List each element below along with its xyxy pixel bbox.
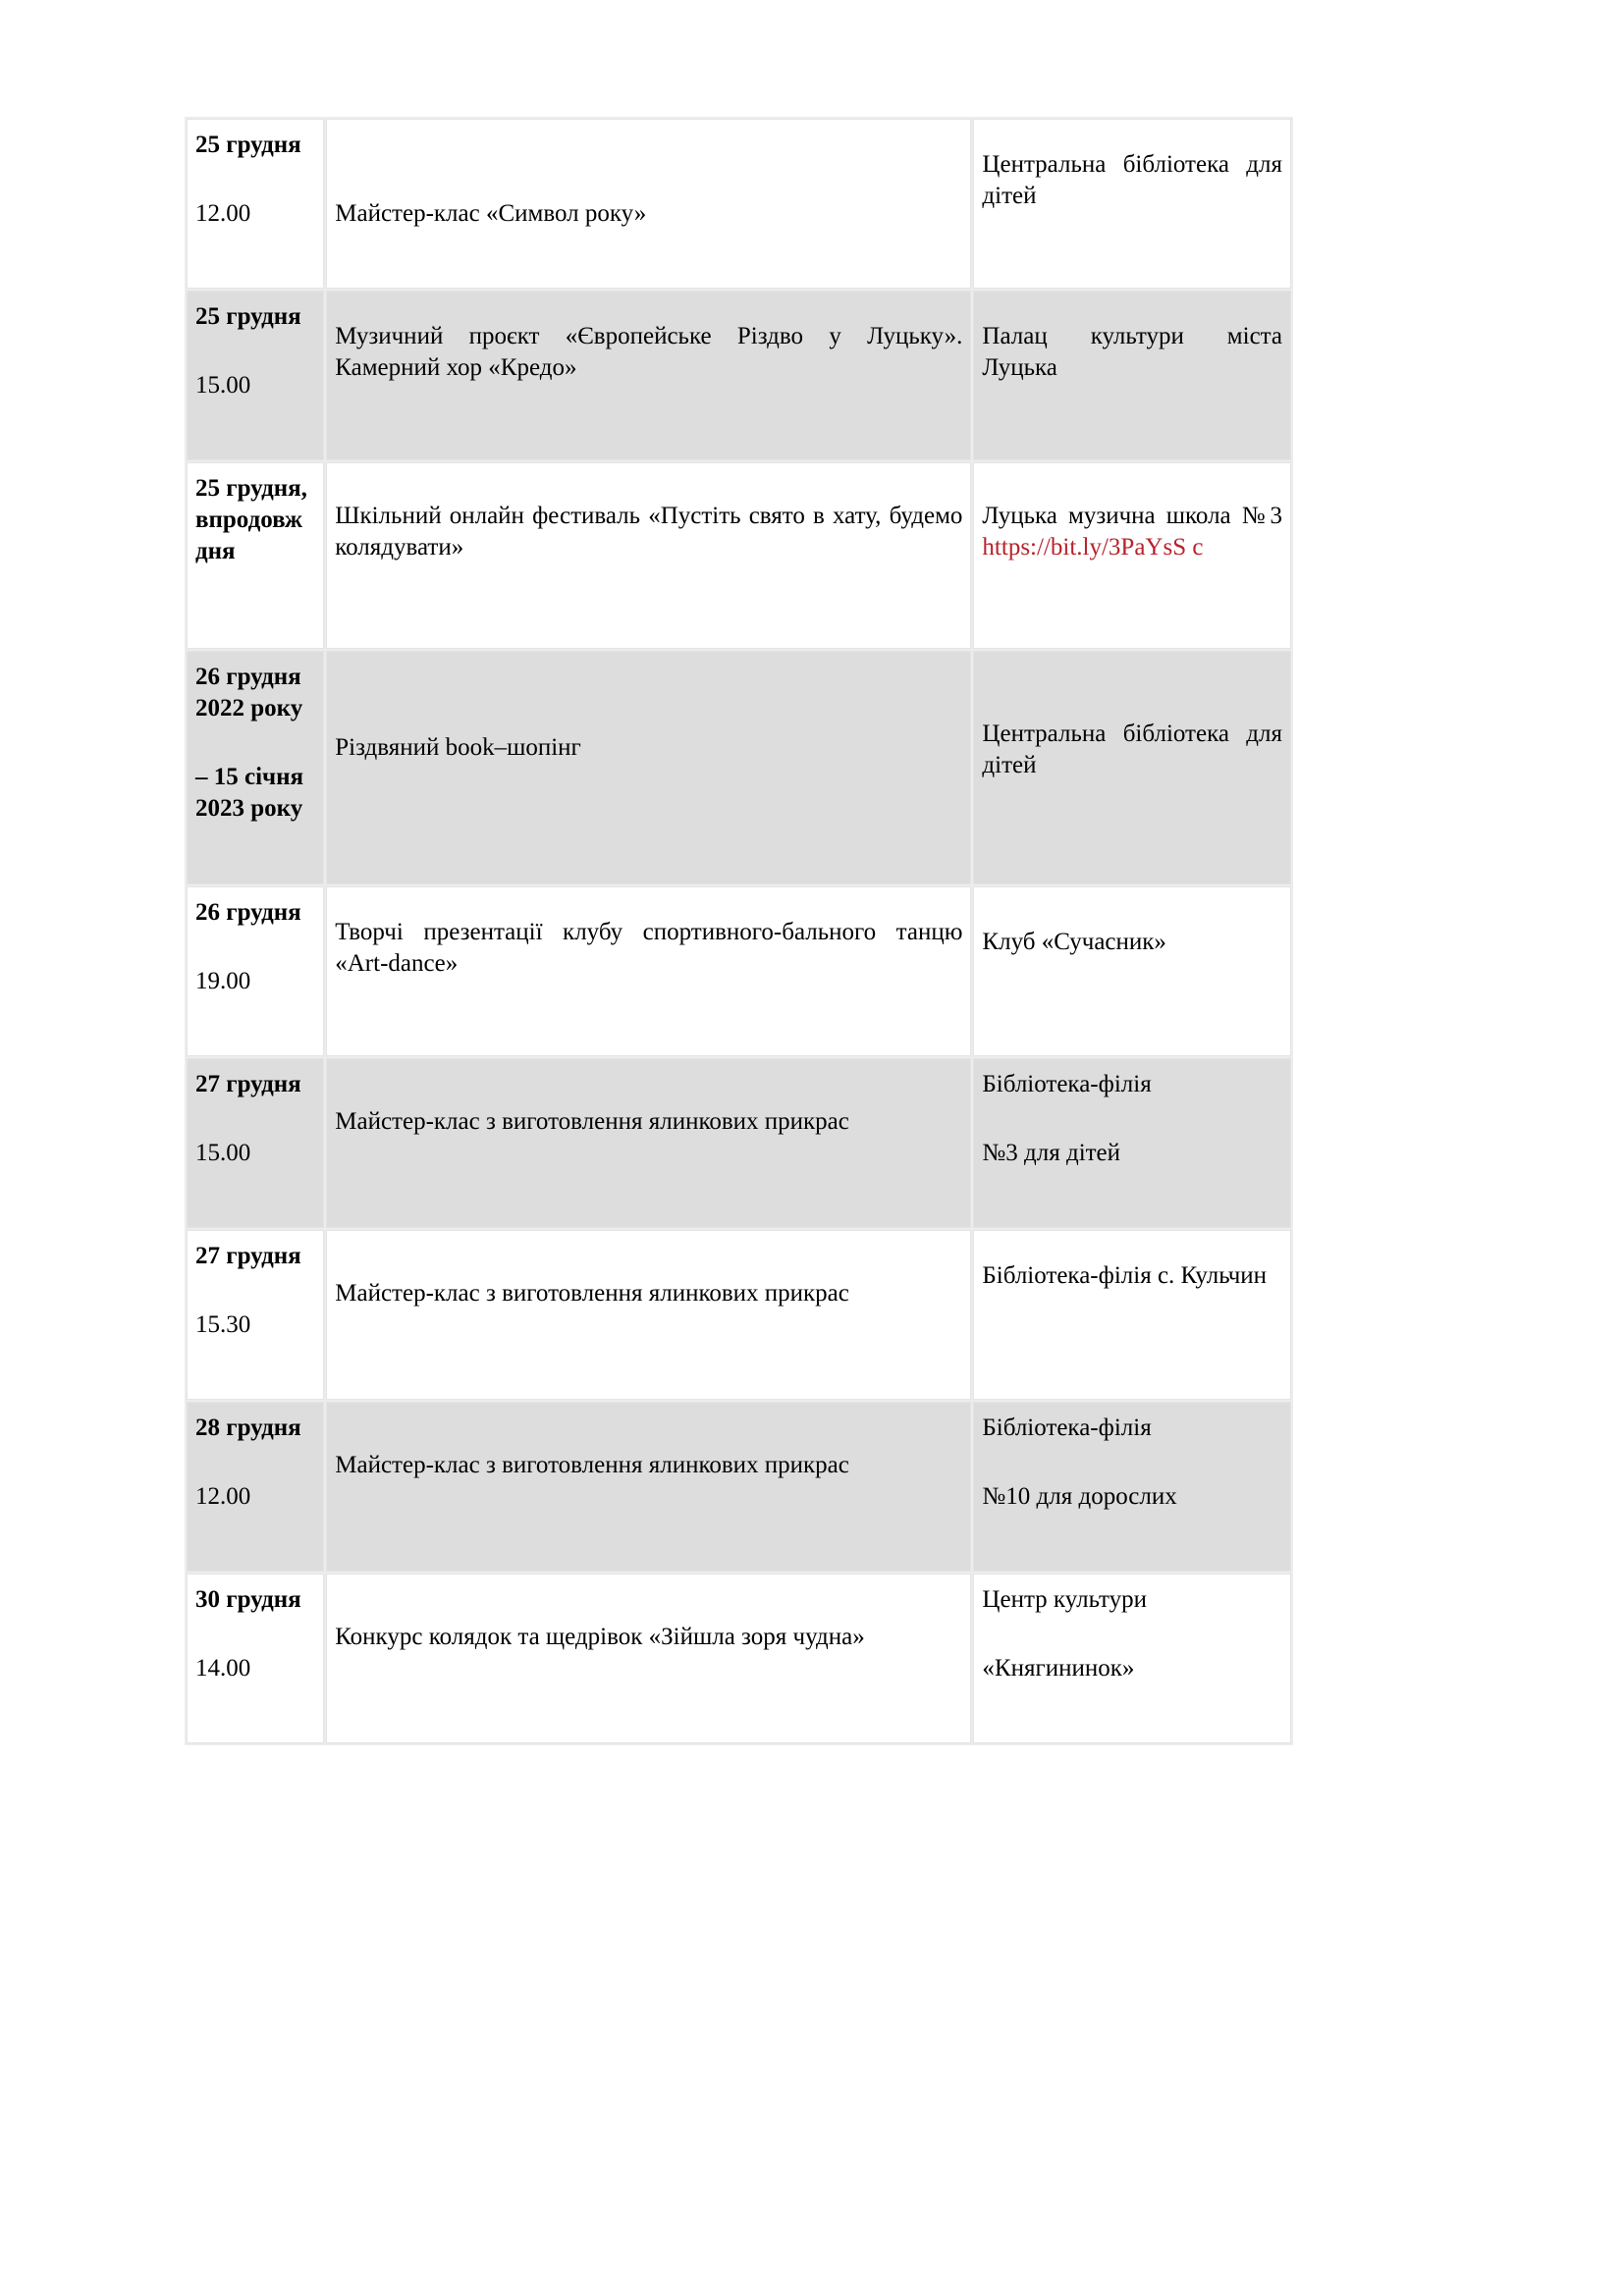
date-cell (187, 291, 324, 460)
event-date: 28 грудня (195, 1415, 301, 1441)
event-time: 14.00 (195, 1655, 251, 1682)
event-venue: Центр культури (982, 1586, 1148, 1613)
table-row (187, 1058, 1291, 1228)
date-cell (187, 119, 324, 289)
venue-cell (973, 1058, 1291, 1228)
event-date: 27 грудня (195, 1243, 301, 1269)
event-venue-block (982, 501, 1282, 563)
venue-cell (973, 1574, 1291, 1743)
event-venue-line2: №3 для дітей (982, 1140, 1121, 1166)
title-cell (326, 1574, 971, 1743)
event-title: Майстер-клас «Символ року» (335, 200, 647, 227)
event-venue: Луцька музична школа №3 (982, 503, 1282, 529)
title-cell (326, 1402, 971, 1572)
venue-cell (973, 1402, 1291, 1572)
event-time: 15.00 (195, 372, 251, 399)
date-cell (187, 1574, 324, 1743)
event-title: Музичний проєкт «Європейське Різдво у Луцьку». Камерний хор «Кредо» (335, 323, 963, 381)
title-cell (326, 462, 971, 649)
event-venue: Центральна бібліотека для дітей (982, 721, 1282, 778)
venue-link[interactable]: https://bit.ly/3PaYsS c (982, 534, 1204, 561)
event-title: Майстер-клас з виготовлення ялинкових прикрас (335, 1108, 849, 1135)
title-cell (326, 886, 971, 1056)
event-title: Шкільний онлайн фестиваль «Пустіть свято в хату, будемо колядувати» (335, 503, 963, 561)
event-time: 19.00 (195, 968, 251, 994)
table-row (187, 1574, 1291, 1743)
event-venue: Клуб «Сучасник» (982, 929, 1166, 955)
table-row (187, 651, 1291, 884)
event-title: Різдвяний book–шопінг (335, 734, 581, 761)
table-row (187, 291, 1291, 460)
date-cell (187, 1402, 324, 1572)
event-title: Творчі презентації клубу спортивного-бального танцю «Art-dance» (335, 919, 963, 977)
event-title: Майстер-клас з виготовлення ялинкових прикрас (335, 1452, 849, 1478)
event-date: 25 грудня (195, 303, 301, 330)
title-cell (326, 119, 971, 289)
event-date: 25 грудня, впродовж дня (195, 475, 307, 564)
event-date-end: – 15 січня 2023 року (195, 764, 304, 822)
event-venue: Бібліотека-філія (982, 1071, 1152, 1097)
title-cell (326, 651, 971, 884)
table-row (187, 1230, 1291, 1400)
event-date: 25 грудня (195, 132, 301, 158)
date-cell (187, 462, 324, 649)
event-venue: Палац культури міста Луцька (982, 323, 1282, 381)
event-venue-line2: «Княгининок» (982, 1655, 1135, 1682)
event-date: 30 грудня (195, 1586, 301, 1613)
events-table (185, 117, 1293, 1745)
event-venue-line2: №10 для дорослих (982, 1483, 1177, 1510)
title-cell (326, 291, 971, 460)
date-cell (187, 886, 324, 1056)
venue-cell (973, 1230, 1291, 1400)
table-row (187, 886, 1291, 1056)
title-cell (326, 1058, 971, 1228)
event-venue: Бібліотека-філія (982, 1415, 1152, 1441)
title-cell (326, 1230, 971, 1400)
venue-cell (973, 291, 1291, 460)
event-time: 12.00 (195, 200, 251, 227)
venue-cell (973, 119, 1291, 289)
table-row (187, 462, 1291, 649)
event-date: 26 грудня 2022 року (195, 664, 303, 721)
event-date: 26 грудня (195, 899, 301, 926)
event-title: Конкурс колядок та щедрівок «Зійшла зоря чудна» (335, 1624, 865, 1650)
event-time: 15.30 (195, 1311, 251, 1338)
event-date: 27 грудня (195, 1071, 301, 1097)
date-cell (187, 1058, 324, 1228)
date-cell (187, 1230, 324, 1400)
date-cell (187, 651, 324, 884)
venue-cell (973, 886, 1291, 1056)
event-time: 12.00 (195, 1483, 251, 1510)
venue-cell (973, 651, 1291, 884)
event-venue: Бібліотека-філія с. Кульчин (982, 1262, 1268, 1289)
table-row (187, 1402, 1291, 1572)
event-title: Майстер-клас з виготовлення ялинкових прикрас (335, 1280, 849, 1307)
event-time: 15.00 (195, 1140, 251, 1166)
table-row (187, 119, 1291, 289)
event-venue: Центральна бібліотека для дітей (982, 151, 1282, 209)
venue-cell (973, 462, 1291, 649)
